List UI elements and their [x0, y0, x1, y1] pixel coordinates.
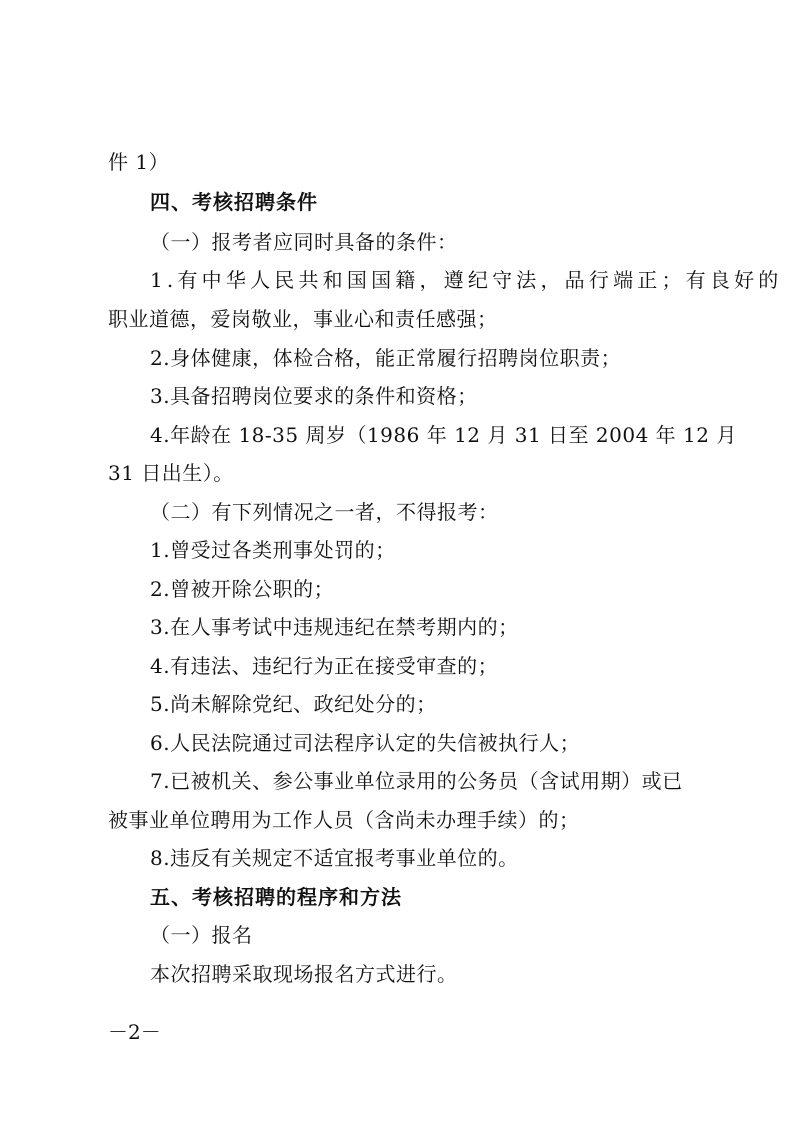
subsection-heading-1: （一）报考者应同时具备的条件： [150, 230, 458, 254]
condition-item-3: 3.具备招聘岗位要求的条件和资格； [150, 384, 478, 408]
exclusion-item-1: 1.曾受过各类刑事处罚的； [150, 538, 396, 562]
exclusion-item-4: 4.有违法、违纪行为正在接受审查的； [150, 654, 499, 678]
exclusion-item-6: 6.人民法院通过司法程序认定的失信被执行人； [150, 731, 581, 755]
page-number: －2－ [108, 1020, 161, 1044]
condition-item-4: 4.年龄在 18-35 周岁（1986 年 12 月 31 日至 2004 年 12 月 [150, 423, 737, 447]
exclusion-item-7-cont: 被事业单位聘用为工作人员（含尚未办理手续）的； [108, 808, 580, 832]
subsection-heading-2: （二）有下列情况之一者，不得报考： [150, 500, 499, 524]
exclusion-item-3: 3.在人事考试中违规违纪在禁考期内的； [150, 615, 519, 639]
exclusion-item-8: 8.违反有关规定不适宜报考事业单位的。 [150, 846, 519, 870]
text-line-continuation: 件 1） [108, 150, 170, 174]
exclusion-item-2: 2.曾被开除公职的； [150, 577, 335, 601]
subsection-heading-registration: （一）报名 [150, 923, 253, 947]
exclusion-item-5: 5.尚未解除党纪、政纪处分的； [150, 692, 437, 716]
condition-item-2: 2.身体健康，体检合格，能正常履行招聘岗位职责； [150, 346, 622, 370]
condition-item-1: 1.有中华人民共和国国籍，遵纪守法，品行端正；有良好的 [150, 268, 783, 292]
section-heading-5: 五、考核招聘的程序和方法 [150, 885, 402, 909]
exclusion-item-7: 7.已被机关、参公事业单位录用的公务员（含试用期）或已 [150, 769, 683, 793]
registration-text: 本次招聘采取现场报名方式进行。 [150, 962, 458, 986]
condition-item-4-cont: 31 日出生）。 [108, 461, 234, 485]
condition-item-1-cont: 职业道德，爱岗敬业，事业心和责任感强； [108, 307, 498, 331]
section-heading-4: 四、考核招聘条件 [150, 190, 318, 214]
